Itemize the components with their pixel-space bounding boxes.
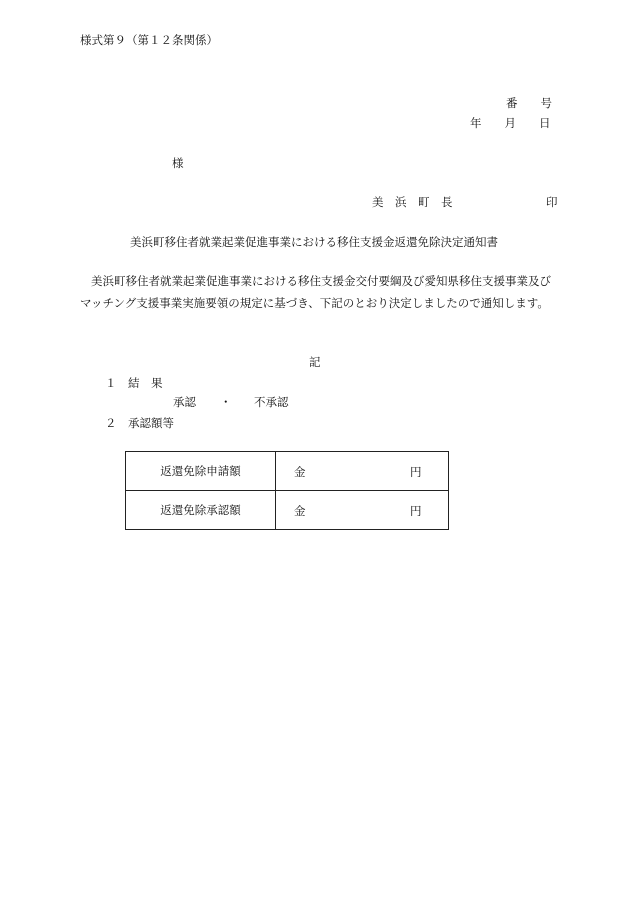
table-row (126, 491, 449, 530)
section1-heading: １ 結 果 (105, 376, 163, 390)
amount-prefix: 金 (294, 504, 306, 518)
recipient-honorific: 様 (172, 156, 184, 170)
option-separator: ・ (220, 395, 232, 409)
amount-unit: 円 (410, 465, 422, 479)
amount-unit: 円 (410, 504, 422, 518)
table-row (126, 452, 449, 491)
date-label: 年 月 日 (470, 116, 551, 130)
amounts-table (125, 451, 449, 530)
document-number-label: 番 号 (506, 96, 552, 110)
approved-amount-cell (276, 491, 449, 530)
approve-option: 承認 (173, 395, 196, 409)
approved-amount-label: 返還免除承認額 (126, 491, 276, 530)
body-paragraph: 美浜町移住者就業起業促進事業における移住支援金交付要綱及び愛知県移住支援事業及びマッチング支援事業実施要領の規定に基づき、下記のとおり決定しましたので通知します。 (80, 274, 551, 310)
amount-prefix: 金 (294, 465, 306, 479)
document-title: 美浜町移住者就業起業促進事業における移住支援金返還免除決定通知書 (130, 235, 498, 249)
sender-title: 美 浜 町 長 (372, 195, 453, 209)
section2-heading: ２ 承認額等 (105, 416, 174, 430)
application-amount-label: 返還免除申請額 (126, 452, 276, 491)
application-amount-cell (276, 452, 449, 491)
seal-mark: 印 (546, 195, 558, 209)
form-reference: 様式第９（第１２条関係） (80, 33, 218, 47)
reject-option: 不承認 (254, 395, 289, 409)
ki-heading: 記 (309, 355, 321, 369)
